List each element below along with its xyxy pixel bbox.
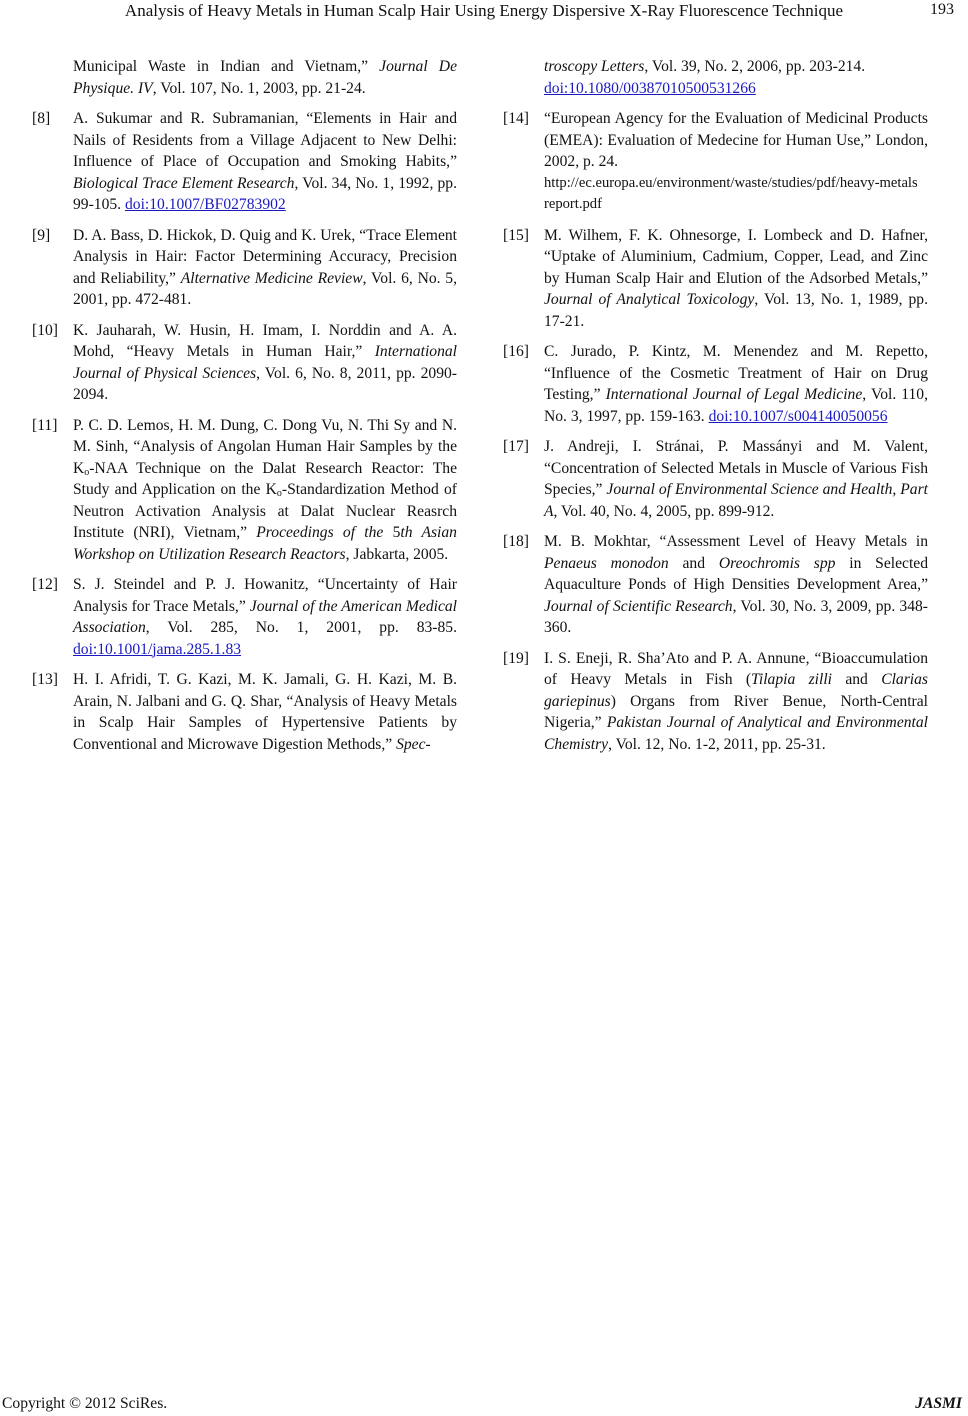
reference-number: [14] xyxy=(503,110,529,127)
reference-18: [18] M. B. Mokhtar, “Assessment Level of Heavy Metals in Penaeus monodon and Oreochromis spp in Selected Aquaculture Ponds of High Densities Development Area,” Journal of Scientific Research, Vol. 30, No. 3, 2009, pp. 348-360. xyxy=(503,533,929,636)
doi-link[interactable]: doi:10.1080/00387010500531266 xyxy=(544,79,756,97)
reference-19: [19] I. S. Eneji, R. Sha’Ato and P. A. Annune, “Bioaccumulation of Heavy Metals in Fish (Tilapia zilli and Clarias gariepinus) Organs from River Benue, North-Central Nigeria,” Pakistan Journal of Analytical and Environmental Chemistry, Vol. 12, No. 1-2, 2011, pp. 25-31. xyxy=(503,649,929,753)
reference-number: [17] xyxy=(503,438,529,455)
reference-10: [10] K. Jauharah, W. Husin, H. Imam, I. Norddin and A. A. Mohd, “Heavy Metals in Human Hair,” International Journal of Physical Sciences, Vol. 6, No. 8, 2011, pp. 2090-2094. xyxy=(32,321,457,403)
reference-11: [11] P. C. D. Lemos, H. M. Dung, C. Dong Vu, N. Thi Sy and N. M. Sinh, “Analysis of Angolan Human Hair Samples by the $K_o$-NAA Technique on the Dalat Research Reactor: The Study and Application on the $K_o$-Standardization Method of Neutron Activation Analysis at Dalat Nuclear Reasrch Institute (NRI), Vietnam,” Proceedings of the 5th Asian Workshop on Utilization Research Reactors, Jabkarta, 2005. xyxy=(32,416,457,563)
reference-14: [14] “European Agency for the Evaluation of Medicinal Products (EMEA): Evaluation of Medecine for Human Use,” London, 2002, p. 24. http://ec.europa.eu/environment/waste/studies/pdf/heavy-metals report.pdf xyxy=(503,108,928,216)
reference-continuation: Municipal Waste in Indian and Vietnam,” Journal De Physique. IV, Vol. 107, No. 1, 2003, pp. 21-24. xyxy=(73,58,457,97)
doi-link[interactable]: doi:10.1001/jama.285.1.83 xyxy=(73,640,242,658)
footer-copyright: Copyright © 2012 SciRes. xyxy=(2,1395,168,1412)
doi-link[interactable]: doi:10.1007/s004140050056 xyxy=(708,407,888,425)
left-column xyxy=(32,56,457,764)
reference-url[interactable]: http://ec.europa.eu/environment/waste/studies/pdf/heavy-metals report.pdf xyxy=(544,174,918,212)
reference-9: [9] D. A. Bass, D. Hickok, D. Quig and K. Urek, “Trace Element Analysis in Hair: Factor Determining Accuracy, Precision and Reliability,” Alternative Medicine Review, Vol. 6, No. 5, 2001, pp. 472-481. xyxy=(32,226,457,308)
reference-number: [15] xyxy=(503,226,529,244)
reference-13: [13] H. I. Afridi, T. G. Kazi, M. K. Jamali, G. H. Kazi, M. B. Arain, N. Jalbani and G. Q. Shar, “Analysis of Heavy Metals in Scalp Hair Samples of Hypertensive Patients by Conventional and Microwave Digestion Methods,” Spec- xyxy=(32,671,457,753)
reference-continuation: troscopy Letters, Vol. 39, No. 2, 2006, pp. 203-214. doi:10.1080/00387010500531266 xyxy=(544,58,866,97)
reference-number: [16] xyxy=(503,343,529,360)
reference-number: [12] xyxy=(32,576,58,593)
reference-number: [9] xyxy=(32,226,51,244)
doi-link[interactable]: doi:10.1007/BF02783902 xyxy=(124,196,286,213)
reference-number: [11] xyxy=(32,416,58,434)
reference-number: [19] xyxy=(503,649,529,667)
page-number: 193 xyxy=(930,1,954,18)
footer-journal: JASMI xyxy=(915,1395,962,1412)
running-header-title: Analysis of Heavy Metals in Human Scalp Hair Using Energy Dispersive X-Ray Fluorescence Technique xyxy=(124,1,844,20)
reference-8: [8] A. Sukumar and R. Subramanian, “Elements in Hair and Nails of Residents from a Village Adjacent to New Delhi: Influence of Place of Occupation and Smoking Habits,” Biological Trace Element Research, Vol. 34, No. 1, 1992, pp. 99-105. doi:10.1007/BF02783902 xyxy=(32,110,457,213)
reference-16: [16] C. Jurado, P. Kintz, M. Menendez and M. Repetto, “Influence of the Cosmetic Treatment of Hair on Drug Testing,” International Journal of Legal Medicine, Vol. 110, No. 3, 1997, pp. 159-163. doi:10.1007/s004140050056 xyxy=(503,343,929,425)
reference-number: [18] xyxy=(503,533,529,550)
right-column xyxy=(503,56,928,764)
reference-17: [17] J. Andreji, I. Stránai, P. Massányi and M. Valent, “Concentration of Selected Metals in Muscle of Various Fish Species,” Journal of Environmental Science and Health, Part A, Vol. 40, No. 4, 2005, pp. 899-912. xyxy=(503,438,928,520)
reference-number: [8] xyxy=(32,110,51,127)
reference-12: [12] S. J. Steindel and P. J. Howanitz, “Uncertainty of Hair Analysis for Trace Metals,” Journal of the American Medical Association, Vol. 285, No. 1, 2001, pp. 83-85. doi:10.1001/jama.285.1.83 xyxy=(32,576,457,658)
reference-15: [15] M. Wilhem, F. K. Ohnesorge, I. Lombeck and D. Hafner, “Uptake of Aluminium, Cadmium, Copper, Lead, and Zinc by Human Scalp Hair and Elution of the Adsorbed Metals,” Journal of Analytical Toxicology, Vol. 13, No. 1, 1989, pp. 17-21. xyxy=(503,226,928,330)
reference-number: [13] xyxy=(32,671,58,688)
reference-number: [10] xyxy=(32,321,58,339)
